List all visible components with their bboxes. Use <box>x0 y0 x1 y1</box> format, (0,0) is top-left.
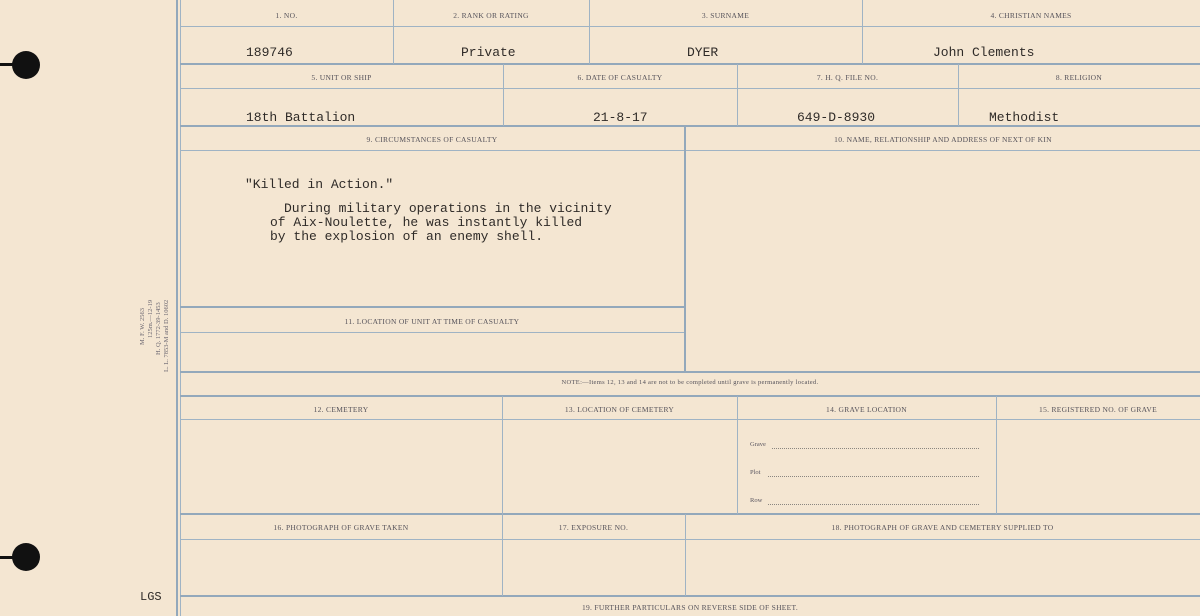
print-line-4: L. L. 7853-M and D. 10602 <box>163 299 170 372</box>
margin-rule-outer <box>176 0 178 616</box>
row-field-dots <box>768 504 979 505</box>
location-label: 11. LOCATION OF UNIT AT TIME OF CASUALTY <box>344 317 520 326</box>
grave-bottom-rule <box>180 513 1200 515</box>
grave-field-dots <box>772 448 979 449</box>
section-bottom-rule <box>180 371 1200 373</box>
print-line-2: 125m.—12-19 <box>147 299 154 338</box>
circumstances-title: "Killed in Action." <box>245 177 394 192</box>
plot-field-dots <box>768 476 979 477</box>
circumstances-sub-rule <box>180 150 1200 151</box>
surname-label: 3. SURNAME <box>701 11 750 20</box>
note-text: NOTE:—Items 12, 13 and 14 are not to be completed until grave is permanently located. <box>561 379 819 386</box>
photo-sub-rule <box>180 539 1200 540</box>
file-no-value: 649-D-8930 <box>797 110 876 125</box>
cemetery-location-label: 13. LOCATION OF CEMETERY <box>564 405 675 414</box>
row2-sub-rule <box>180 88 1200 89</box>
surname-value: DYER <box>687 45 719 60</box>
punch-hole-top <box>12 51 40 79</box>
number-value: 189746 <box>246 45 293 60</box>
number-label: 1. NO. <box>275 11 298 20</box>
row1-divider-1 <box>393 0 394 64</box>
row1-divider-2 <box>589 0 590 64</box>
grave-location-label: 14. GRAVE LOCATION <box>826 405 907 414</box>
plot-field-label: Plot <box>750 469 761 476</box>
circumstances-divider <box>684 126 686 372</box>
registered-no-label: 15. REGISTERED NO. OF GRAVE <box>1039 405 1157 414</box>
punch-hole-top-tab <box>0 63 16 66</box>
corner-code: LGS <box>140 590 162 604</box>
religion-label: 8. RELIGION <box>1055 73 1103 82</box>
file-no-label: 7. H. Q. FILE NO. <box>816 73 879 82</box>
unit-value: 18th Battalion <box>246 110 356 125</box>
unit-label: 5. UNIT OR SHIP <box>311 73 372 82</box>
grave-field-label: Grave <box>750 441 766 448</box>
print-line-3: H. Q. 1772-39-1453 <box>155 302 162 355</box>
date-label: 6. DATE OF CASUALTY <box>577 73 663 82</box>
rank-value: Private <box>461 45 516 60</box>
rank-label: 2. RANK OR RATING <box>453 11 529 20</box>
christian-names-value: John Clements <box>933 45 1035 60</box>
location-sub-rule <box>180 332 684 333</box>
christian-names-label: 4. CHRISTIAN NAMES <box>990 11 1072 20</box>
row-field-label: Row <box>750 497 763 504</box>
circumstances-label: 9. CIRCUMSTANCES OF CASUALTY <box>366 135 498 144</box>
location-top-rule <box>180 306 684 308</box>
grave-top-rule <box>180 395 1200 397</box>
photo-taken-label: 16. PHOTOGRAPH OF GRAVE TAKEN <box>273 523 409 532</box>
exposure-no-label: 17. EXPOSURE NO. <box>558 523 629 532</box>
circumstances-line-2: of Aix-Noulette, he was instantly killed <box>270 215 583 230</box>
photo-bottom-rule <box>180 595 1200 597</box>
photo-supplied-label: 18. PHOTOGRAPH OF GRAVE AND CEMETERY SUPPLIED TO <box>831 523 1054 532</box>
circumstances-line-3: by the explosion of an enemy shell. <box>270 229 544 244</box>
further-particulars-label: 19. FURTHER PARTICULARS ON REVERSE SIDE OF SHEET. <box>581 603 799 612</box>
next-of-kin-label: 10. NAME, RELATIONSHIP AND ADDRESS OF NEXT OF KIN <box>834 135 1052 144</box>
row1-sub-rule <box>180 26 1200 27</box>
date-value: 21-8-17 <box>593 110 648 125</box>
punch-hole-bottom-tab <box>0 556 16 559</box>
punch-hole-bottom <box>12 543 40 571</box>
row2-bottom-rule <box>180 125 1200 127</box>
row1-bottom-rule <box>180 63 1200 65</box>
religion-value: Methodist <box>989 110 1060 125</box>
print-line-1: M. F. W. 2563 <box>139 307 146 345</box>
cemetery-label: 12. CEMETERY <box>313 405 369 414</box>
row1-divider-3 <box>862 0 863 64</box>
circumstances-line-1: During military operations in the vicinity <box>284 201 612 216</box>
grave-sub-rule <box>180 419 1200 420</box>
